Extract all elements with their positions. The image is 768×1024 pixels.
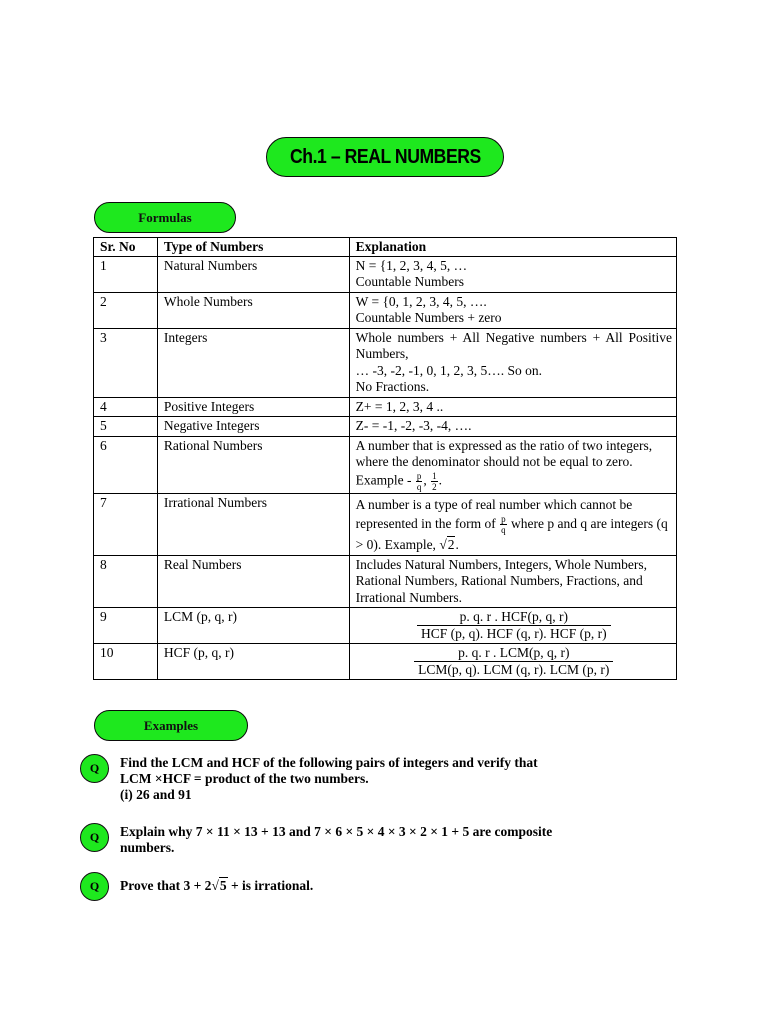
formula-denominator: HCF (p, q). HCF (q, r). HCF (p, r)	[417, 625, 611, 642]
row-type: Irrational Numbers	[157, 493, 349, 555]
fraction-numerator: p	[501, 513, 506, 524]
fraction-denominator: q	[416, 481, 422, 492]
formula-denominator: LCM(p, q). LCM (q, r). LCM (p, r)	[414, 661, 613, 678]
question-line: Explain why 7 × 11 × 13 + 13 and 7 × 6 × 5 × 4 × 3 × 2 × 1 + 5 are composite	[120, 824, 553, 839]
explanation-line: Countable Numbers + zero	[355, 310, 502, 325]
table-row	[94, 328, 677, 397]
question-text	[120, 754, 538, 803]
row-number: 6	[94, 436, 158, 493]
radical-sign: √	[211, 878, 219, 893]
fraction-p-over-q	[416, 471, 423, 492]
fraction-numerator: 1	[432, 470, 437, 481]
fraction-p-over-q	[500, 514, 507, 535]
table-row	[94, 417, 677, 437]
radical-sign: √	[439, 536, 447, 552]
row-number: 5	[94, 417, 158, 437]
row-number: 2	[94, 292, 158, 328]
row-explanation	[349, 436, 676, 493]
explanation-line: N = {1, 2, 3, 4, 5, …	[355, 257, 468, 273]
chapter-title-pill	[266, 137, 504, 177]
question-text	[120, 823, 552, 856]
fraction-denominator: q	[501, 524, 506, 535]
formulas-label-text: Formulas	[138, 209, 192, 225]
row-number: 4	[94, 397, 158, 417]
square-root-2	[439, 535, 455, 554]
header-type: Type of Numbers	[157, 238, 349, 257]
explanation-line: Whole numbers + All Negative numbers + All Positive Numbers,	[355, 329, 672, 361]
period: .	[438, 472, 442, 488]
question-line: Find the LCM and HCF of the following pairs of integers and verify that	[120, 755, 538, 770]
fraction-denominator: 2	[432, 481, 437, 492]
table-row	[94, 555, 677, 608]
row-type: HCF (p, q, r)	[157, 644, 349, 680]
row-number: 1	[94, 256, 158, 292]
row-number: 7	[94, 493, 158, 555]
fraction-one-half	[431, 471, 438, 492]
question-text-end: + is irrational.	[227, 878, 314, 893]
row-type: LCM (p, q, r)	[157, 608, 349, 644]
explanation-line: W = {0, 1, 2, 3, 4, 5, ….	[355, 293, 487, 309]
question-badge: Q	[80, 872, 109, 901]
row-explanation	[349, 608, 676, 644]
table-row	[94, 436, 677, 493]
question-line: (i) 26 and 91	[120, 787, 192, 802]
row-explanation	[349, 397, 676, 417]
radicand: 2	[447, 536, 455, 552]
square-root-5	[211, 878, 227, 894]
question-text-start: Prove that 3 + 2	[120, 878, 212, 893]
row-explanation	[349, 417, 676, 437]
explanation-line: No Fractions.	[355, 379, 430, 394]
question-item	[80, 823, 552, 856]
question-item	[80, 872, 313, 901]
explanation-text: A number that is expressed as the ratio of two integers, where the denominator should not be equal to zero. Example -	[355, 437, 653, 488]
table-row	[94, 644, 677, 680]
explanation-text: A number is a type of real number which cannot be represented in the form of	[355, 496, 633, 531]
formulas-section-label	[94, 202, 236, 233]
question-line: numbers.	[120, 840, 175, 855]
row-explanation	[349, 328, 676, 397]
question-badge: Q	[80, 823, 109, 852]
header-sr-no: Sr. No	[94, 238, 158, 257]
row-number: 3	[94, 328, 158, 397]
row-number: 8	[94, 555, 158, 608]
question-badge: Q	[80, 754, 109, 783]
row-type: Rational Numbers	[157, 436, 349, 493]
table-row	[94, 256, 677, 292]
question-text	[120, 872, 313, 901]
table-row	[94, 397, 677, 417]
row-number: 10	[94, 644, 158, 680]
chapter-title: Ch.1 – REAL NUMBERS	[289, 145, 481, 168]
table-row	[94, 608, 677, 644]
radicand: 5	[219, 878, 227, 893]
row-number: 9	[94, 608, 158, 644]
formulas-table	[93, 237, 677, 680]
row-explanation	[349, 644, 676, 680]
row-explanation: Includes Natural Numbers, Integers, Whole Numbers, Rational Numbers, Rational Numbers, Fractions, and Irrational Numbers.	[349, 555, 676, 608]
lcm-formula	[356, 609, 672, 642]
table-row	[94, 493, 677, 555]
row-type: Whole Numbers	[157, 292, 349, 328]
question-item	[80, 754, 538, 803]
explanation-line: Z+ = 1, 2, 3, 4 ..	[355, 398, 444, 414]
separator: ,	[423, 472, 427, 488]
explanation-line: Z- = -1, -2, -3, -4, ….	[355, 418, 472, 433]
formula-numerator: p. q. r . HCF(p, q, r)	[459, 609, 568, 625]
row-type: Real Numbers	[157, 555, 349, 608]
explanation-line: … -3, -2, -1, 0, 1, 2, 3, 5…. So on.	[355, 362, 542, 378]
row-type: Negative Integers	[157, 417, 349, 437]
row-explanation	[349, 256, 676, 292]
table-row	[94, 292, 677, 328]
hcf-formula	[356, 645, 672, 678]
period: .	[455, 536, 459, 552]
header-explanation: Explanation	[349, 238, 676, 257]
row-type: Natural Numbers	[157, 256, 349, 292]
examples-label-text: Examples	[143, 717, 199, 733]
row-explanation	[349, 292, 676, 328]
table-header-row	[94, 238, 677, 257]
examples-section-label	[94, 710, 248, 741]
row-type: Positive Integers	[157, 397, 349, 417]
formula-numerator: p. q. r . LCM(p, q, r)	[458, 645, 570, 661]
fraction-numerator: p	[416, 470, 422, 481]
question-line: LCM ×HCF = product of the two numbers.	[120, 771, 369, 786]
row-explanation	[349, 493, 676, 555]
row-type: Integers	[157, 328, 349, 397]
explanation-text: where p and q are integers (q > 0). Example,	[355, 515, 668, 552]
explanation-line: Countable Numbers	[355, 274, 464, 289]
